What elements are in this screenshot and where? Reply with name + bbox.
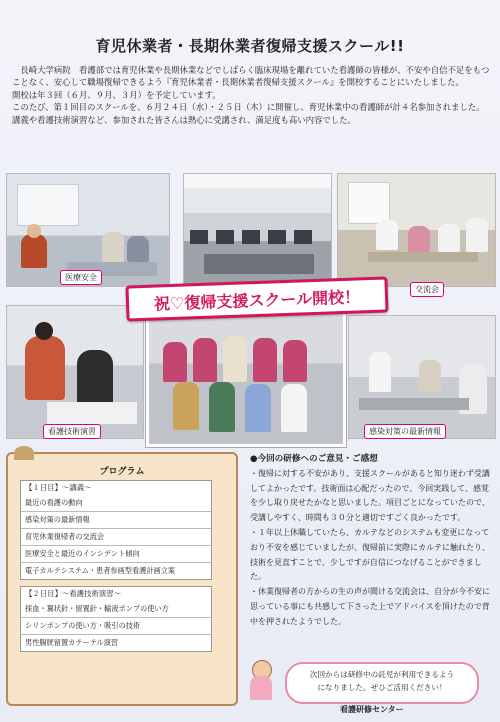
photo-infection-control bbox=[348, 315, 496, 439]
photo-label-skills: 看護技術演習 bbox=[43, 424, 101, 439]
opinion-item: ・休業復帰者の方からの生の声が聞ける交流会は、自分が今不安に思っている事にも共感して下さった上でアドバイスを頂けたので背中を押されたようでした。 bbox=[250, 587, 490, 626]
intro-text bbox=[12, 64, 490, 126]
photo-group bbox=[146, 307, 346, 447]
photo-label-safety: 医療安全 bbox=[60, 270, 102, 285]
photo-computer-room bbox=[183, 173, 332, 287]
program-panel bbox=[6, 452, 238, 706]
day2-title: 【２日目】～看護技術演習～ bbox=[25, 589, 122, 598]
program-heading: プログラム bbox=[99, 467, 145, 477]
program-day1 bbox=[20, 480, 212, 580]
footer-org: 看護研修センター bbox=[340, 705, 404, 714]
program-item: 育児休業復帰者の交流会 bbox=[21, 529, 211, 546]
program-day2 bbox=[20, 586, 212, 652]
photo-skills-practice bbox=[6, 305, 144, 439]
program-item: シリンポンプの使い方・吸引の技術 bbox=[21, 618, 211, 635]
program-item: 感染対策の最新情報 bbox=[21, 512, 211, 529]
notice-line: になりました。ぜひご活用ください！ bbox=[317, 683, 447, 692]
notice-line: 次回からは研修中の託児が利用できるよう bbox=[309, 670, 455, 679]
opinions-heading: ●今回の研修へのご意見・ご感想 bbox=[250, 454, 378, 464]
nurse-mascot-icon bbox=[246, 660, 276, 702]
intro-paragraph: 開校は年３回（６月、９月、３月）を予定しています。 bbox=[12, 89, 221, 100]
intro-paragraph: 長崎大学病院 看護部では育児休業や長期休業などでしばらく臨床現場を離れていた看護師の皆様が、不安や自信不足をもつことなく、安心して職場復帰できるよう『育児休業者・長期休業者復帰支援スクール』を開校することにいたしました。 bbox=[12, 65, 490, 88]
day1-title: 【１日目】～講義～ bbox=[25, 483, 92, 492]
photo-label-infection: 感染対策の最新情報 bbox=[364, 424, 446, 439]
opening-banner: 祝♡復帰支援スクール開校！ bbox=[125, 276, 388, 321]
intro-paragraph: このたび、第１回目のスクールを、６月２４日（水）・２５日（木）に開催し、育児休業中の看護師が計４名参加されました。 bbox=[12, 102, 485, 113]
program-item: 男性腸胱留置カテーテル演習 bbox=[25, 638, 119, 647]
page-title: 育児休業者・長期休業者復帰支援スクール!! bbox=[95, 37, 405, 55]
opinion-item: ・１年以上休職していたら、カルテなどのシステムも変更になっており不安を感じていましたが、復帰前に実際にカルテに触れたり、技術を見直すことで、少しですが自信につなげることができました。 bbox=[250, 527, 490, 582]
opinions-section bbox=[250, 452, 490, 630]
program-item: 採血・翼状針・留置針・輸液ポンプの使い方 bbox=[21, 601, 211, 618]
photo-exchange-meeting bbox=[337, 173, 496, 287]
program-item: 最近の看護の動向 bbox=[21, 495, 211, 512]
notice-bubble bbox=[285, 662, 479, 704]
program-item: 電子カルテシステム・患者参画型看護計画立案 bbox=[25, 566, 176, 575]
photo-label-exchange: 交流会 bbox=[410, 282, 444, 297]
program-item: 医療安全と最近のインシデント傾向 bbox=[21, 546, 211, 563]
opinion-item: ・復帰に対する不安があり、支援スクールがあると知り迷わず受講してよかったです。技術面は心配だったので、今回実践して、感覚を少し取り戻せたかなと思いました。項目ごとになっていたので、受講しやすく、時間も３０分と適切ですごく良かったです。 bbox=[250, 468, 490, 523]
bunting-icon bbox=[14, 446, 34, 460]
intro-paragraph: 講義や看護技術演習など、参加された皆さんは熱心に受講され、満足度も高い内容でした。 bbox=[12, 114, 356, 125]
